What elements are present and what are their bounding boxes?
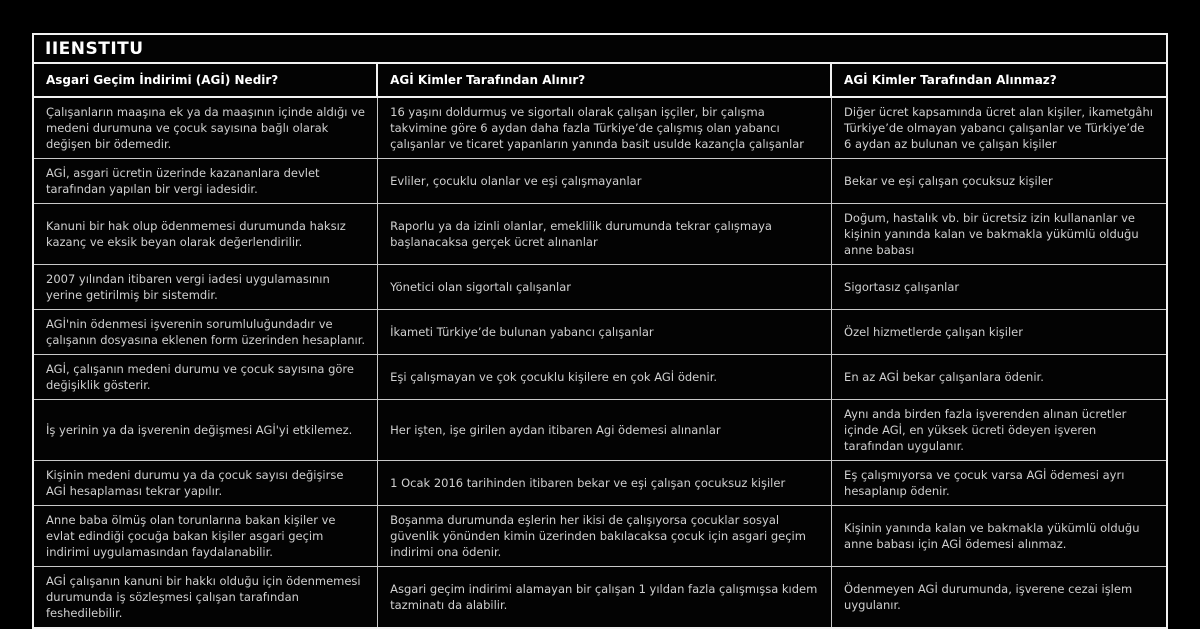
table-cell: Asgari geçim indirimi alamayan bir çalışan 1 yıldan fazla çalışmışsa kıdem tazminatı da alabilir. <box>378 567 832 627</box>
table-cell: Boşanma durumunda eşlerin her ikisi de çalışıyorsa çocuklar sosyal güvenlik yönünden kimin üzerinden bakılacaksa çocuk için asgari geçim indirimi ona ödenir. <box>378 506 832 566</box>
table-cell: Kişinin yanında kalan ve bakmakla yükümlü olduğu anne babası için AGİ ödemesi alınmaz. <box>844 521 1140 551</box>
table-cell: Yönetici olan sigortalı çalışanlar <box>378 265 832 309</box>
table-cell: Raporlu ya da izinli olanlar, emeklilik durumunda tekrar çalışmaya başlanacaksa gerçek ücret alınanlar <box>378 204 832 264</box>
table-cell: Özel hizmetlerde çalışan kişiler <box>844 325 1023 339</box>
table-cell: Çalışanların maaşına ek ya da maaşının içinde aldığı ve medeni durumuna ve çocuk sayısına bağlı olarak değişen bir ödemedir. <box>34 98 378 158</box>
table-header-row <box>34 64 1166 98</box>
table-cell: Diğer ücret kapsamında ücret alan kişiler, ikametgâhı Türkiye’de olmayan yabancı çalışanlar ve Türkiye’de 6 aydan az bulunan ve çalışan kişiler <box>844 105 1153 151</box>
table-cell: Sigortasız çalışanlar <box>844 280 960 294</box>
table-cell: 16 yaşını doldurmuş ve sigortalı olarak çalışan işçiler, bir çalışma takvimine göre 6 aydan daha fazla Türkiye’de çalışmış olan yabancı çalışanlar ve ticaret yapanların yanında basit usulde kazançla çalışanlar <box>378 98 832 158</box>
table-cell: Her işten, işe girilen aydan itibaren Agi ödemesi alınanlar <box>378 400 832 460</box>
table-cell: AGİ, çalışanın medeni durumu ve çocuk sayısına göre değişiklik gösterir. <box>34 355 378 399</box>
table-cell: AGİ'nin ödenmesi işverenin sorumluluğundadır ve çalışanın dosyasına eklenen form üzerinden hesaplanır. <box>34 310 378 354</box>
column-header-agi-nedir: Asgari Geçim İndirimi (AGİ) Nedir? <box>34 64 378 96</box>
table-cell: Ödenmeyen AGİ durumunda, işverene cezai işlem uygulanır. <box>844 582 1133 612</box>
table-cell: İkameti Türkiye’de bulunan yabancı çalışanlar <box>378 310 832 354</box>
table-row <box>34 265 1166 310</box>
table-row <box>34 400 1166 461</box>
table-row <box>34 159 1166 204</box>
table-cell: Evliler, çocuklu olanlar ve eşi çalışmayanlar <box>378 159 832 203</box>
table-row <box>34 204 1166 265</box>
table-cell: AGİ çalışanın kanuni bir hakkı olduğu için ödenmemesi durumunda iş sözleşmesi çalışan tarafından feshedilebilir. <box>34 567 378 627</box>
table-cell: 1 Ocak 2016 tarihinden itibaren bekar ve eşi çalışan çocuksuz kişiler <box>378 461 832 505</box>
column-header-kimler-alir: AGİ Kimler Tarafından Alınır? <box>378 64 832 96</box>
table-row <box>34 355 1166 400</box>
table-cell: Eşi çalışmayan ve çok çocuklu kişilere en çok AGİ ödenir. <box>378 355 832 399</box>
table-cell: Doğum, hastalık vb. bir ücretsiz izin kullananlar ve kişinin yanında kalan ve bakmakla yükümlü olduğu anne babası <box>844 211 1139 257</box>
table-row <box>34 506 1166 567</box>
table-cell: AGİ, asgari ücretin üzerinde kazananlara devlet tarafından yapılan bir vergi iadesidir. <box>34 159 378 203</box>
agi-info-table-panel <box>32 33 1168 629</box>
table-cell: Aynı anda birden fazla işverenden alınan ücretler içinde AGİ, en yüksek ücreti ödeyen işveren tarafından uygulanır. <box>844 407 1127 453</box>
table-cell: İş yerinin ya da işverenin değişmesi AGİ'yi etkilemez. <box>34 400 378 460</box>
table-row <box>34 461 1166 506</box>
table-cell: Kanuni bir hak olup ödenmemesi durumunda haksız kazanç ve eksik beyan olarak değerlendirilir. <box>34 204 378 264</box>
brand-title: IIENSTITU <box>34 35 1166 64</box>
table-cell: Kişinin medeni durumu ya da çocuk sayısı değişirse AGİ hesaplaması tekrar yapılır. <box>34 461 378 505</box>
table-row <box>34 567 1166 627</box>
table-cell: Anne baba ölmüş olan torunlarına bakan kişiler ve evlat edindiği çocuğa bakan kişiler asgari geçim indirimi uygulamasından faydalanabilir. <box>34 506 378 566</box>
table-cell: En az AGİ bekar çalışanlara ödenir. <box>844 370 1044 384</box>
table-body <box>34 98 1166 627</box>
table-cell: Bekar ve eşi çalışan çocuksuz kişiler <box>844 174 1053 188</box>
table-cell: 2007 yılından itibaren vergi iadesi uygulamasının yerine getirilmiş bir sistemdir. <box>34 265 378 309</box>
column-header-kimler-almaz: AGİ Kimler Tarafından Alınmaz? <box>844 73 1057 87</box>
table-row <box>34 98 1166 159</box>
table-cell: Eş çalışmıyorsa ve çocuk varsa AGİ ödemesi ayrı hesaplanıp ödenir. <box>844 468 1125 498</box>
table-row <box>34 310 1166 355</box>
